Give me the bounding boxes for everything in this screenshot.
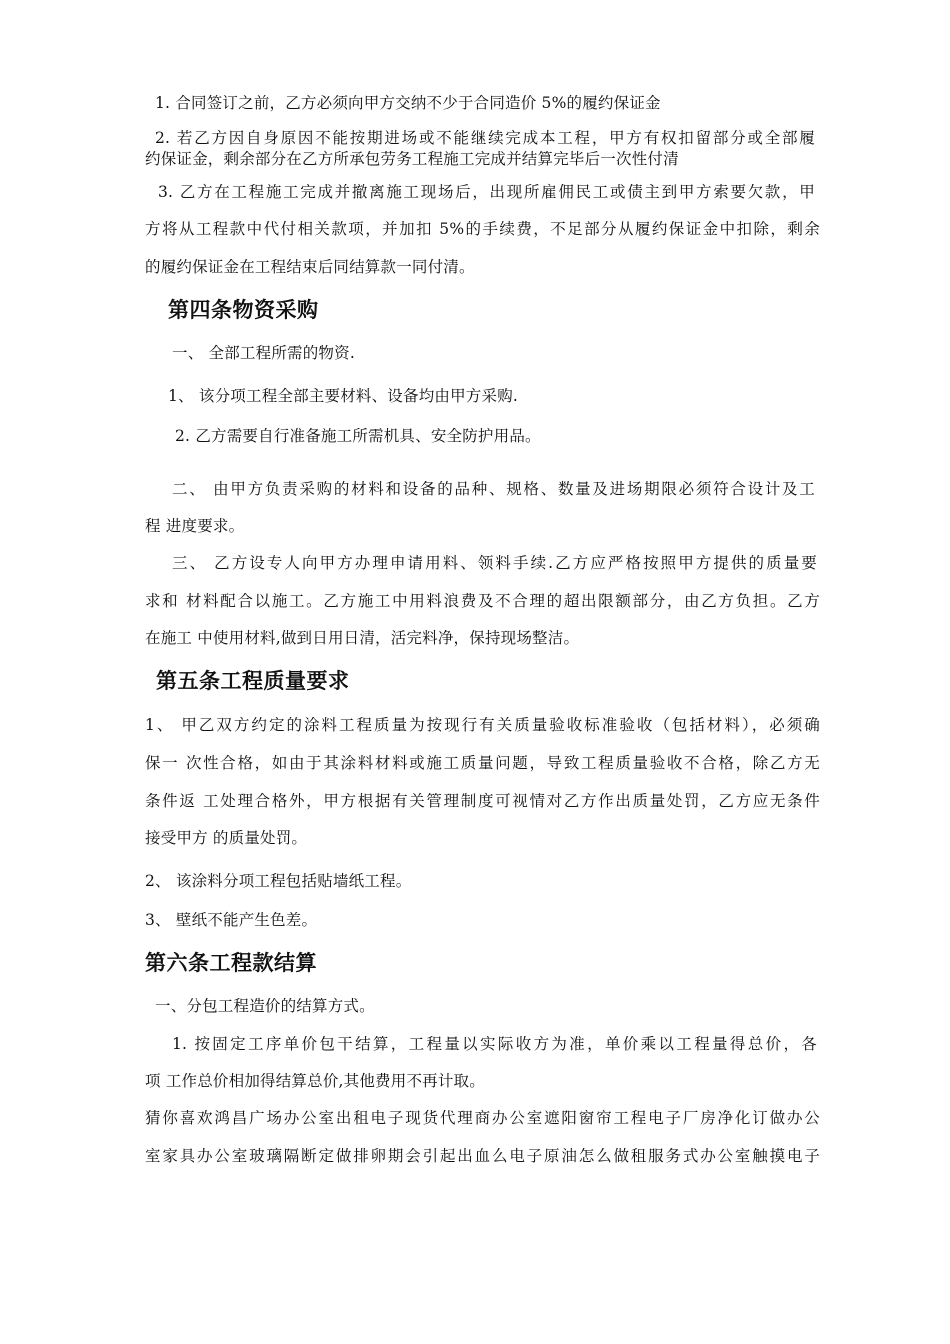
clause-3-item-3: 3. 乙方在工程施工完成并撤离施工现场后，出现所雇佣民工或债主到甲方索要欠款，甲 xyxy=(158,183,815,201)
article-5-item-1-cont-1: 保一 次性合格，如由于其涂料材料或施工质量问题，导致工程质量验收不合格，除乙方无 xyxy=(145,754,820,772)
related-links-line-2: 室家具办公室玻璃隔断定做排卵期会引起出血么电子原油怎么做租服务式办公室触摸电子 xyxy=(145,1147,820,1165)
article-5-item-1-cont-3: 接受甲方 的质量处罚。 xyxy=(145,829,308,847)
clause-3-item-2-cont: 约保证金，剩余部分在乙方所承包劳务工程施工完成并结算完毕后一次性付清 xyxy=(145,150,679,168)
clause-3-item-3-cont-1: 方将从工程款中代付相关款项，并加扣 5%的手续费，不足部分从履约保证金中扣除，剩余 xyxy=(145,220,820,238)
article-4-section-1: 一、 全部工程所需的物资. xyxy=(172,344,355,362)
heading-article-4: 第四条物资采购 xyxy=(168,297,319,322)
article-4-item-1: 1、 该分项工程全部主要材料、设备均由甲方采购. xyxy=(168,387,519,405)
article-4-section-3-cont-2: 在施工 中使用材料,做到日用日清，活完料净，保持现场整洁。 xyxy=(145,629,580,647)
article-5-item-1-cont-2: 条件返 工处理合格外，甲方根据有关管理制度可视情对乙方作出质量处罚，乙方应无条件 xyxy=(145,792,820,810)
clause-3-item-1: 1. 合同签订之前，乙方必须向甲方交纳不少于合同造价 5%的履约保证金 xyxy=(155,94,661,112)
clause-3-item-2: 2. 若乙方因自身原因不能按期进场或不能继续完成本工程，甲方有权扣留部分或全部履 xyxy=(155,129,815,147)
article-4-section-2: 二、 由甲方负责采购的材料和设备的品种、规格、数量及进场期限必须符合设计及工 xyxy=(172,480,815,498)
heading-article-6: 第六条工程款结算 xyxy=(145,950,317,975)
article-6-section-1: 一、分包工程造价的结算方式。 xyxy=(155,997,375,1015)
article-4-item-2: 2. 乙方需要自行准备施工所需机具、安全防护用品。 xyxy=(175,427,541,445)
heading-article-5: 第五条工程质量要求 xyxy=(156,668,350,693)
article-6-item-1-cont: 项 工作总价相加得结算总价,其他费用不再计取。 xyxy=(145,1072,485,1090)
clause-3-item-3-cont-2: 的履约保证金在工程结束后同结算款一同付清。 xyxy=(145,258,475,276)
article-4-section-3-cont-1: 求和 材料配合以施工。乙方施工中用料浪费及不合理的超出限额部分，由乙方负担。乙方 xyxy=(145,592,820,610)
related-links-line-1: 猜你喜欢鸿昌广场办公室出租电子现货代理商办公室遮阳窗帘工程电子厂房净化订做办公 xyxy=(145,1109,820,1127)
article-5-item-1: 1、 甲乙双方约定的涂料工程质量为按现行有关质量验收标准验收（包括材料），必须确 xyxy=(145,716,820,734)
article-4-section-2-cont: 程 进度要求。 xyxy=(145,517,245,535)
article-5-item-2: 2、 该涂料分项工程包括贴墙纸工程。 xyxy=(145,872,412,890)
article-6-item-1: 1. 按固定工序单价包干结算，工程量以实际收方为准，单价乘以工程量得总价，各 xyxy=(172,1035,817,1053)
article-5-item-3: 3、 壁纸不能产生色差。 xyxy=(145,911,318,929)
article-4-section-3: 三、 乙方设专人向甲方办理申请用料、领料手续.乙方应严格按照甲方提供的质量要 xyxy=(172,554,817,572)
